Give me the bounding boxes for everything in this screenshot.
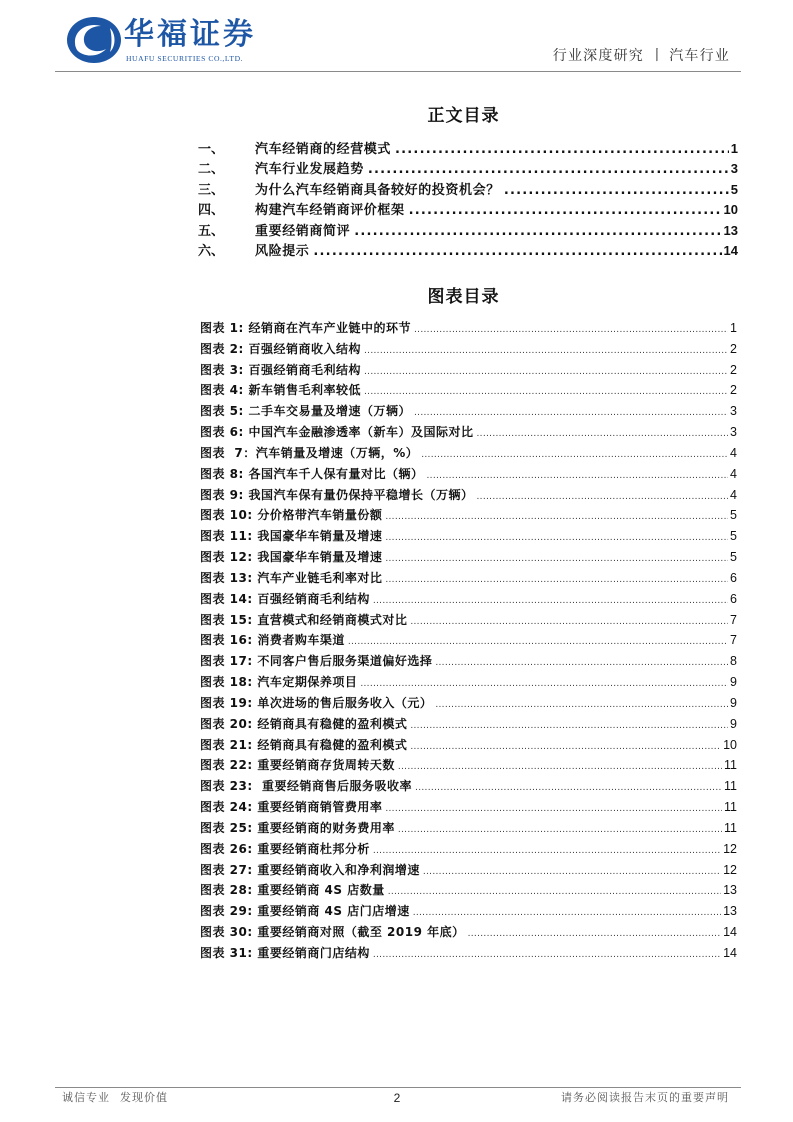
figure-entry-page: 5 [730, 508, 737, 523]
figure-entry-page: 3 [730, 425, 737, 440]
dot-leader [477, 424, 729, 445]
figure-entry-page: 6 [730, 591, 737, 606]
figure-entry[interactable] [200, 339, 737, 360]
toc-entry[interactable] [198, 139, 738, 159]
dot-leader [435, 653, 728, 674]
dot-leader [385, 799, 722, 820]
figure-entry-title: 图表 21: 经销商具有稳健的盈利模式 [200, 737, 408, 752]
header-separator: 丨 [649, 48, 666, 64]
figure-entry-title: 图表 7：汽车销量及增速（万辆，%） [200, 445, 419, 460]
figure-entry[interactable] [200, 505, 737, 526]
figure-entry[interactable] [200, 526, 737, 547]
toc-entry-title: 风险提示 [255, 243, 310, 259]
figure-entry[interactable] [200, 651, 737, 672]
dot-leader [410, 716, 728, 737]
figure-entry[interactable] [200, 443, 737, 464]
dot-leader [385, 507, 728, 528]
figure-entry-title: 图表 12: 我国豪华车销量及增速 [200, 550, 383, 565]
figure-entry-page: 2 [730, 383, 737, 398]
figure-entry[interactable] [200, 380, 737, 401]
figure-entry-title: 图表 26: 重要经销商杜邦分析 [200, 841, 370, 856]
dot-leader [421, 445, 728, 466]
dot-leader [313, 242, 721, 262]
dot-leader [398, 757, 722, 778]
toc-entry[interactable] [198, 241, 738, 261]
dot-leader [360, 674, 728, 695]
figure-entry[interactable] [200, 922, 737, 943]
figure-entry-title: 图表 17: 不同客户售后服务渠道偏好选择 [200, 654, 433, 669]
figure-entry-title: 图表 23: 重要经销商售后服务吸收率 [200, 779, 413, 794]
figure-entry-title: 图表 18: 汽车定期保养项目 [200, 675, 358, 690]
toc-entry-number: 一、 [198, 142, 225, 157]
figure-entry-page: 13 [723, 883, 737, 898]
figure-entry[interactable] [200, 901, 737, 922]
figure-entry-page: 7 [730, 633, 737, 648]
figure-entry-title: 图表 4: 新车销售毛利率较低 [200, 383, 362, 398]
dot-leader [414, 403, 728, 424]
dot-leader [477, 487, 729, 508]
figure-entry-title: 图表 2: 百强经销商收入结构 [200, 341, 362, 356]
dot-leader [468, 924, 721, 945]
figure-entry[interactable] [200, 610, 737, 631]
figure-entry-title: 图表 20: 经销商具有稳健的盈利模式 [200, 716, 408, 731]
figure-entry-page: 14 [723, 925, 737, 940]
dot-leader [388, 882, 721, 903]
figure-entry[interactable] [200, 818, 737, 839]
figure-toc-list [200, 318, 737, 964]
figure-entry[interactable] [200, 797, 737, 818]
toc-entry-title: 汽车行业发展趋势 [255, 162, 364, 178]
figure-entry-title: 图表 14: 百强经销商毛利结构 [200, 591, 370, 606]
toc-entry-page: 1 [730, 141, 738, 156]
footer-disclaimer: 请务必阅读报告末页的重要声明 [561, 1091, 729, 1104]
dot-leader [385, 528, 728, 549]
figure-entry[interactable] [200, 714, 737, 735]
figure-entry-page: 1 [730, 321, 737, 335]
header-divider [55, 71, 741, 72]
figure-entry[interactable] [200, 360, 737, 381]
figure-entry[interactable] [200, 568, 737, 589]
figure-entry-title: 图表 5: 二手车交易量及增速（万辆） [200, 404, 412, 419]
figure-entry-title: 图表 3: 百强经销商毛利结构 [200, 362, 362, 377]
figure-entry-title: 图表 13: 汽车产业链毛利率对比 [200, 570, 383, 585]
brand-name-en: HUAFU SECURITIES CO.,LTD. [126, 54, 244, 63]
dot-leader [427, 466, 729, 487]
figure-entry-title: 图表 16: 消费者购车渠道 [200, 633, 345, 648]
toc-entry[interactable] [198, 221, 738, 241]
figure-entry-page: 11 [724, 820, 737, 835]
figure-entry-page: 5 [730, 550, 737, 565]
report-type: 行业深度研究 [552, 48, 644, 64]
page-number: 2 [393, 1091, 401, 1105]
figure-entry[interactable] [200, 755, 737, 776]
toc-entry-page: 3 [730, 161, 738, 177]
figure-entry-title: 图表 11: 我国豪华车销量及增速 [200, 529, 383, 544]
dot-leader [504, 181, 729, 201]
figure-entry-title: 图表 28: 重要经销商 4S 店数量 [200, 883, 385, 898]
figure-entry-title: 图表 1: 经销商在汽车产业链中的环节 [200, 321, 412, 335]
toc-entry-number: 六、 [198, 243, 225, 259]
dot-leader [348, 632, 728, 653]
dot-leader [410, 612, 728, 633]
figure-entry-page: 2 [730, 341, 737, 356]
figure-entry-title: 图表 10: 分价格带汽车销量份额 [200, 508, 383, 523]
figure-entry-page: 4 [730, 487, 737, 502]
figure-entry-page: 14 [723, 945, 737, 960]
brand-name-cn: 华福证券 [124, 17, 256, 52]
footer-slogan-left: 诚信专业 [62, 1091, 110, 1104]
toc-entry-page: 14 [723, 242, 738, 258]
figure-entry-title: 图表 27: 重要经销商收入和净利润增速 [200, 862, 420, 877]
dot-leader [385, 570, 728, 591]
footer-slogan [62, 1090, 168, 1106]
toc-entry-page: 10 [723, 202, 738, 218]
huafu-logo-icon [66, 16, 122, 64]
main-toc-title: 正文目录 [427, 106, 500, 126]
footer-divider [55, 1087, 741, 1088]
figure-entry-title: 图表 15: 直营模式和经销商模式对比 [200, 612, 408, 627]
figure-entry-page: 12 [723, 862, 737, 877]
dot-leader [395, 140, 729, 160]
toc-entry-number: 五、 [198, 223, 225, 239]
figure-entry-page: 4 [730, 466, 737, 481]
toc-entry-title: 构建汽车经销商评价框架 [255, 203, 405, 219]
figure-entry[interactable] [200, 735, 737, 756]
figure-entry[interactable] [200, 422, 737, 443]
figure-entry-title: 图表 24: 重要经销商销管费用率 [200, 800, 383, 815]
main-toc-list [198, 139, 738, 261]
toc-entry[interactable] [198, 159, 738, 179]
dot-leader [398, 820, 722, 841]
footer-slogan-right: 发现价值 [120, 1091, 168, 1104]
figure-entry-title: 图表 8: 各国汽车千人保有量对比（辆） [200, 466, 424, 481]
report-category [553, 47, 730, 65]
toc-entry-title: 汽车经销商的经营模式 [255, 142, 392, 157]
figure-entry-title: 图表 30: 重要经销商对照（截至 2019 年底） [200, 925, 465, 940]
figure-entry[interactable] [200, 318, 737, 339]
figure-entry-page: 12 [723, 841, 737, 856]
dot-leader [373, 841, 721, 862]
figure-entry-title: 图表 9: 我国汽车保有量仍保持平稳增长（万辆） [200, 487, 474, 502]
figure-entry[interactable] [200, 943, 737, 964]
figure-entry[interactable] [200, 880, 737, 901]
figure-entry[interactable] [200, 860, 737, 881]
figure-entry[interactable] [200, 589, 737, 610]
toc-entry-number: 四、 [198, 203, 225, 219]
figure-entry-page: 6 [730, 570, 737, 585]
toc-entry[interactable] [198, 180, 738, 200]
figure-entry-page: 9 [730, 695, 737, 710]
figure-entry-title: 图表 25: 重要经销商的财务费用率 [200, 820, 395, 835]
figure-entry-page: 10 [723, 737, 737, 752]
figure-entry-page: 9 [730, 675, 737, 690]
dot-leader [385, 549, 728, 570]
figure-entry-page: 3 [730, 404, 737, 419]
dot-leader [354, 222, 721, 242]
toc-entry-title: 重要经销商简评 [255, 223, 351, 239]
figure-entry-page: 2 [730, 362, 737, 377]
dot-leader [364, 362, 728, 383]
toc-entry[interactable] [198, 200, 738, 220]
dot-leader [414, 320, 728, 341]
figure-entry-page: 8 [730, 654, 737, 669]
toc-entry-number: 二、 [198, 162, 225, 178]
figure-entry[interactable] [200, 401, 737, 422]
dot-leader [364, 341, 728, 362]
toc-entry-page: 13 [723, 222, 738, 238]
figure-entry[interactable] [200, 464, 737, 485]
figure-entry-title: 图表 29: 重要经销商 4S 店门店增速 [200, 904, 410, 919]
dot-leader [409, 201, 722, 221]
figure-toc-title: 图表目录 [427, 287, 500, 307]
figure-entry-title: 图表 19: 单次进场的售后服务收入（元） [200, 695, 433, 710]
dot-leader [415, 778, 722, 799]
dot-leader [368, 160, 729, 180]
figure-entry[interactable] [200, 672, 737, 693]
figure-entry-page: 7 [730, 612, 737, 627]
figure-entry-page: 13 [723, 904, 737, 919]
toc-entry-page: 5 [730, 181, 738, 197]
figure-entry[interactable] [200, 485, 737, 506]
figure-entry-page: 11 [724, 758, 737, 773]
toc-entry-title: 为什么汽车经销商具备较好的投资机会？ [255, 182, 500, 198]
dot-leader [364, 382, 728, 403]
figure-entry[interactable] [200, 693, 737, 714]
figure-entry-page: 11 [724, 800, 737, 815]
figure-entry-title: 图表 6: 中国汽车金融渗透率（新车）及国际对比 [200, 425, 474, 440]
figure-entry-title: 图表 31: 重要经销商门店结构 [200, 945, 370, 960]
dot-leader [413, 903, 721, 924]
toc-entry-number: 三、 [198, 182, 225, 198]
industry-label: 汽车行业 [669, 48, 730, 64]
figure-entry-page: 11 [724, 779, 737, 794]
figure-entry-page: 9 [730, 716, 737, 731]
figure-entry[interactable] [200, 839, 737, 860]
dot-leader [423, 862, 721, 883]
figure-entry-page: 4 [730, 445, 737, 460]
dot-leader [373, 591, 728, 612]
figure-entry[interactable] [200, 776, 737, 797]
dot-leader [373, 945, 721, 966]
dot-leader [435, 695, 728, 716]
figure-entry-title: 图表 22: 重要经销商存货周转天数 [200, 758, 395, 773]
dot-leader [410, 737, 721, 758]
figure-entry[interactable] [200, 630, 737, 651]
figure-entry-page: 5 [730, 529, 737, 544]
figure-entry[interactable] [200, 547, 737, 568]
